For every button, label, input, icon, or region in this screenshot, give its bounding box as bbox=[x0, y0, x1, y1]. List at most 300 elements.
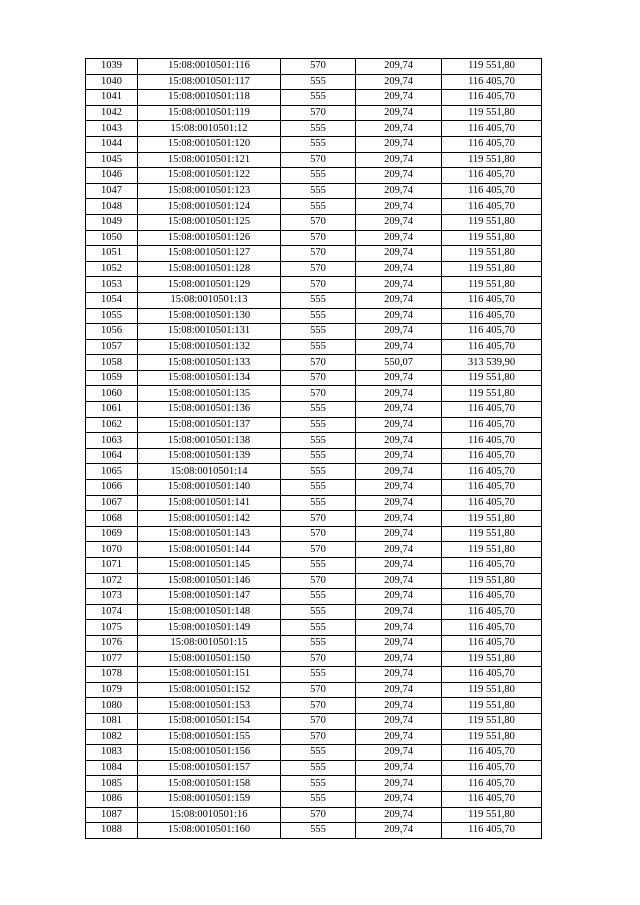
cadastral-number-cell: 15:08:0010501:137 bbox=[138, 417, 281, 433]
row-number-cell: 1062 bbox=[86, 417, 138, 433]
table-row bbox=[86, 776, 542, 792]
value-cell: 555 bbox=[281, 760, 356, 776]
cadastral-number-cell: 15:08:0010501:131 bbox=[138, 324, 281, 340]
amount-cell: 119 551,80 bbox=[442, 807, 542, 823]
table-row bbox=[86, 136, 542, 152]
value-cell: 570 bbox=[281, 370, 356, 386]
cadastral-number-cell: 15:08:0010501:153 bbox=[138, 698, 281, 714]
rate-cell: 209,74 bbox=[356, 183, 442, 199]
cadastral-number-cell: 15:08:0010501:128 bbox=[138, 261, 281, 277]
value-cell: 570 bbox=[281, 526, 356, 542]
value-cell: 570 bbox=[281, 152, 356, 168]
row-number-cell: 1068 bbox=[86, 511, 138, 527]
rate-cell: 209,74 bbox=[356, 511, 442, 527]
value-cell: 570 bbox=[281, 682, 356, 698]
amount-cell: 119 551,80 bbox=[442, 214, 542, 230]
row-number-cell: 1057 bbox=[86, 339, 138, 355]
cadastral-number-cell: 15:08:0010501:135 bbox=[138, 386, 281, 402]
amount-cell: 119 551,80 bbox=[442, 230, 542, 246]
value-cell: 555 bbox=[281, 448, 356, 464]
amount-cell: 119 551,80 bbox=[442, 152, 542, 168]
amount-cell: 119 551,80 bbox=[442, 651, 542, 667]
value-cell: 555 bbox=[281, 308, 356, 324]
table-row bbox=[86, 620, 542, 636]
cadastral-number-cell: 15:08:0010501:116 bbox=[138, 59, 281, 75]
amount-cell: 119 551,80 bbox=[442, 246, 542, 262]
value-cell: 555 bbox=[281, 433, 356, 449]
table-row bbox=[86, 183, 542, 199]
amount-cell: 116 405,70 bbox=[442, 760, 542, 776]
table-row bbox=[86, 823, 542, 839]
cadastral-number-cell: 15:08:0010501:146 bbox=[138, 573, 281, 589]
value-cell: 570 bbox=[281, 573, 356, 589]
rate-cell: 209,74 bbox=[356, 246, 442, 262]
row-number-cell: 1072 bbox=[86, 573, 138, 589]
value-cell: 555 bbox=[281, 745, 356, 761]
table-row bbox=[86, 90, 542, 106]
row-number-cell: 1082 bbox=[86, 729, 138, 745]
value-cell: 555 bbox=[281, 168, 356, 184]
row-number-cell: 1077 bbox=[86, 651, 138, 667]
cadastral-number-cell: 15:08:0010501:154 bbox=[138, 713, 281, 729]
cadastral-number-cell: 15:08:0010501:132 bbox=[138, 339, 281, 355]
table-row bbox=[86, 74, 542, 90]
row-number-cell: 1043 bbox=[86, 121, 138, 137]
amount-cell: 119 551,80 bbox=[442, 105, 542, 121]
amount-cell: 116 405,70 bbox=[442, 433, 542, 449]
table-row bbox=[86, 589, 542, 605]
cadastral-number-cell: 15:08:0010501:155 bbox=[138, 729, 281, 745]
rate-cell: 209,74 bbox=[356, 682, 442, 698]
rate-cell: 209,74 bbox=[356, 823, 442, 839]
rate-cell: 209,74 bbox=[356, 417, 442, 433]
table-row bbox=[86, 417, 542, 433]
cadastral-number-cell: 15:08:0010501:136 bbox=[138, 402, 281, 418]
rate-cell: 209,74 bbox=[356, 589, 442, 605]
cadastral-number-cell: 15:08:0010501:141 bbox=[138, 495, 281, 511]
table-row bbox=[86, 651, 542, 667]
amount-cell: 116 405,70 bbox=[442, 558, 542, 574]
row-number-cell: 1050 bbox=[86, 230, 138, 246]
cadastral-number-cell: 15:08:0010501:124 bbox=[138, 199, 281, 215]
row-number-cell: 1076 bbox=[86, 635, 138, 651]
rate-cell: 209,74 bbox=[356, 448, 442, 464]
value-cell: 555 bbox=[281, 136, 356, 152]
table-row bbox=[86, 355, 542, 371]
amount-cell: 116 405,70 bbox=[442, 791, 542, 807]
row-number-cell: 1047 bbox=[86, 183, 138, 199]
rate-cell: 209,74 bbox=[356, 230, 442, 246]
row-number-cell: 1080 bbox=[86, 698, 138, 714]
cadastral-number-cell: 15:08:0010501:150 bbox=[138, 651, 281, 667]
table-row bbox=[86, 168, 542, 184]
value-cell: 555 bbox=[281, 558, 356, 574]
amount-cell: 116 405,70 bbox=[442, 199, 542, 215]
rate-cell: 209,74 bbox=[356, 573, 442, 589]
value-cell: 555 bbox=[281, 480, 356, 496]
table-row bbox=[86, 698, 542, 714]
cadastral-number-cell: 15:08:0010501:149 bbox=[138, 620, 281, 636]
amount-cell: 116 405,70 bbox=[442, 168, 542, 184]
cadastral-number-cell: 15:08:0010501:117 bbox=[138, 74, 281, 90]
rate-cell: 209,74 bbox=[356, 729, 442, 745]
table-row bbox=[86, 246, 542, 262]
rate-cell: 209,74 bbox=[356, 667, 442, 683]
table-row bbox=[86, 199, 542, 215]
amount-cell: 116 405,70 bbox=[442, 620, 542, 636]
value-cell: 555 bbox=[281, 620, 356, 636]
cadastral-number-cell: 15:08:0010501:126 bbox=[138, 230, 281, 246]
row-number-cell: 1066 bbox=[86, 480, 138, 496]
row-number-cell: 1060 bbox=[86, 386, 138, 402]
rate-cell: 209,74 bbox=[356, 558, 442, 574]
table-row bbox=[86, 59, 542, 75]
cadastral-number-cell: 15:08:0010501:130 bbox=[138, 308, 281, 324]
value-cell: 570 bbox=[281, 729, 356, 745]
row-number-cell: 1039 bbox=[86, 59, 138, 75]
value-cell: 555 bbox=[281, 823, 356, 839]
value-cell: 570 bbox=[281, 386, 356, 402]
rate-cell: 209,74 bbox=[356, 386, 442, 402]
table-row bbox=[86, 464, 542, 480]
rate-cell: 209,74 bbox=[356, 776, 442, 792]
row-number-cell: 1070 bbox=[86, 542, 138, 558]
table-body bbox=[86, 59, 542, 839]
rate-cell: 209,74 bbox=[356, 339, 442, 355]
cadastral-number-cell: 15:08:0010501:147 bbox=[138, 589, 281, 605]
cadastral-number-cell: 15:08:0010501:157 bbox=[138, 760, 281, 776]
amount-cell: 119 551,80 bbox=[442, 573, 542, 589]
amount-cell: 119 551,80 bbox=[442, 526, 542, 542]
row-number-cell: 1088 bbox=[86, 823, 138, 839]
table-row bbox=[86, 386, 542, 402]
cadastral-number-cell: 15:08:0010501:159 bbox=[138, 791, 281, 807]
rate-cell: 209,74 bbox=[356, 168, 442, 184]
amount-cell: 116 405,70 bbox=[442, 292, 542, 308]
amount-cell: 116 405,70 bbox=[442, 121, 542, 137]
table-row bbox=[86, 152, 542, 168]
row-number-cell: 1055 bbox=[86, 308, 138, 324]
cadastral-number-cell: 15:08:0010501:152 bbox=[138, 682, 281, 698]
value-cell: 555 bbox=[281, 74, 356, 90]
table-row bbox=[86, 339, 542, 355]
row-number-cell: 1075 bbox=[86, 620, 138, 636]
table-row bbox=[86, 635, 542, 651]
amount-cell: 116 405,70 bbox=[442, 480, 542, 496]
value-cell: 555 bbox=[281, 292, 356, 308]
amount-cell: 116 405,70 bbox=[442, 136, 542, 152]
row-number-cell: 1083 bbox=[86, 745, 138, 761]
amount-cell: 116 405,70 bbox=[442, 823, 542, 839]
amount-cell: 116 405,70 bbox=[442, 308, 542, 324]
table-row bbox=[86, 324, 542, 340]
table-row bbox=[86, 667, 542, 683]
rate-cell: 209,74 bbox=[356, 199, 442, 215]
rate-cell: 209,74 bbox=[356, 59, 442, 75]
value-cell: 570 bbox=[281, 246, 356, 262]
value-cell: 555 bbox=[281, 604, 356, 620]
value-cell: 570 bbox=[281, 542, 356, 558]
cadastral-number-cell: 15:08:0010501:144 bbox=[138, 542, 281, 558]
row-number-cell: 1086 bbox=[86, 791, 138, 807]
value-cell: 555 bbox=[281, 183, 356, 199]
rate-cell: 209,74 bbox=[356, 760, 442, 776]
cadastral-number-cell: 15:08:0010501:127 bbox=[138, 246, 281, 262]
table-row bbox=[86, 526, 542, 542]
value-cell: 555 bbox=[281, 791, 356, 807]
row-number-cell: 1079 bbox=[86, 682, 138, 698]
rate-cell: 209,74 bbox=[356, 791, 442, 807]
cadastral-number-cell: 15:08:0010501:119 bbox=[138, 105, 281, 121]
row-number-cell: 1073 bbox=[86, 589, 138, 605]
value-cell: 555 bbox=[281, 324, 356, 340]
amount-cell: 116 405,70 bbox=[442, 183, 542, 199]
amount-cell: 116 405,70 bbox=[442, 776, 542, 792]
table-row bbox=[86, 433, 542, 449]
amount-cell: 116 405,70 bbox=[442, 90, 542, 106]
value-cell: 555 bbox=[281, 90, 356, 106]
table-row bbox=[86, 448, 542, 464]
rate-cell: 209,74 bbox=[356, 105, 442, 121]
value-cell: 570 bbox=[281, 261, 356, 277]
table-row bbox=[86, 713, 542, 729]
table-row bbox=[86, 261, 542, 277]
row-number-cell: 1067 bbox=[86, 495, 138, 511]
amount-cell: 116 405,70 bbox=[442, 464, 542, 480]
value-cell: 570 bbox=[281, 713, 356, 729]
table-row bbox=[86, 807, 542, 823]
value-cell: 570 bbox=[281, 277, 356, 293]
rate-cell: 209,74 bbox=[356, 402, 442, 418]
table-row bbox=[86, 542, 542, 558]
cadastral-number-cell: 15:08:0010501:158 bbox=[138, 776, 281, 792]
amount-cell: 116 405,70 bbox=[442, 745, 542, 761]
table-row bbox=[86, 495, 542, 511]
rate-cell: 209,74 bbox=[356, 324, 442, 340]
row-number-cell: 1081 bbox=[86, 713, 138, 729]
amount-cell: 116 405,70 bbox=[442, 324, 542, 340]
table-row bbox=[86, 121, 542, 137]
row-number-cell: 1042 bbox=[86, 105, 138, 121]
amount-cell: 119 551,80 bbox=[442, 729, 542, 745]
row-number-cell: 1085 bbox=[86, 776, 138, 792]
amount-cell: 119 551,80 bbox=[442, 713, 542, 729]
value-cell: 570 bbox=[281, 105, 356, 121]
cadastral-number-cell: 15:08:0010501:121 bbox=[138, 152, 281, 168]
cadastral-number-cell: 15:08:0010501:151 bbox=[138, 667, 281, 683]
cadastral-number-cell: 15:08:0010501:156 bbox=[138, 745, 281, 761]
cadastral-number-cell: 15:08:0010501:13 bbox=[138, 292, 281, 308]
cadastral-number-cell: 15:08:0010501:125 bbox=[138, 214, 281, 230]
row-number-cell: 1061 bbox=[86, 402, 138, 418]
cadastral-number-cell: 15:08:0010501:133 bbox=[138, 355, 281, 371]
amount-cell: 116 405,70 bbox=[442, 495, 542, 511]
value-cell: 570 bbox=[281, 59, 356, 75]
row-number-cell: 1041 bbox=[86, 90, 138, 106]
value-cell: 570 bbox=[281, 214, 356, 230]
table-row bbox=[86, 745, 542, 761]
rate-cell: 209,74 bbox=[356, 620, 442, 636]
rate-cell: 209,74 bbox=[356, 261, 442, 277]
cadastral-number-cell: 15:08:0010501:143 bbox=[138, 526, 281, 542]
table-row bbox=[86, 277, 542, 293]
amount-cell: 119 551,80 bbox=[442, 682, 542, 698]
rate-cell: 209,74 bbox=[356, 370, 442, 386]
rate-cell: 209,74 bbox=[356, 698, 442, 714]
cadastral-number-cell: 15:08:0010501:122 bbox=[138, 168, 281, 184]
rate-cell: 209,74 bbox=[356, 807, 442, 823]
amount-cell: 119 551,80 bbox=[442, 59, 542, 75]
row-number-cell: 1074 bbox=[86, 604, 138, 620]
value-cell: 555 bbox=[281, 339, 356, 355]
row-number-cell: 1056 bbox=[86, 324, 138, 340]
value-cell: 555 bbox=[281, 121, 356, 137]
table-row bbox=[86, 791, 542, 807]
cadastral-number-cell: 15:08:0010501:12 bbox=[138, 121, 281, 137]
rate-cell: 209,74 bbox=[356, 713, 442, 729]
cadastral-number-cell: 15:08:0010501:145 bbox=[138, 558, 281, 574]
table-row bbox=[86, 480, 542, 496]
table-row bbox=[86, 573, 542, 589]
rate-cell: 209,74 bbox=[356, 214, 442, 230]
row-number-cell: 1064 bbox=[86, 448, 138, 464]
value-cell: 555 bbox=[281, 495, 356, 511]
row-number-cell: 1059 bbox=[86, 370, 138, 386]
cadastral-number-cell: 15:08:0010501:142 bbox=[138, 511, 281, 527]
row-number-cell: 1048 bbox=[86, 199, 138, 215]
amount-cell: 116 405,70 bbox=[442, 402, 542, 418]
value-cell: 570 bbox=[281, 230, 356, 246]
amount-cell: 116 405,70 bbox=[442, 604, 542, 620]
row-number-cell: 1078 bbox=[86, 667, 138, 683]
amount-cell: 116 405,70 bbox=[442, 74, 542, 90]
cadastral-number-cell: 15:08:0010501:123 bbox=[138, 183, 281, 199]
amount-cell: 116 405,70 bbox=[442, 417, 542, 433]
cadastral-number-cell: 15:08:0010501:16 bbox=[138, 807, 281, 823]
row-number-cell: 1054 bbox=[86, 292, 138, 308]
rate-cell: 209,74 bbox=[356, 433, 442, 449]
rate-cell: 209,74 bbox=[356, 604, 442, 620]
rate-cell: 209,74 bbox=[356, 526, 442, 542]
rate-cell: 209,74 bbox=[356, 90, 442, 106]
table-row bbox=[86, 604, 542, 620]
value-cell: 570 bbox=[281, 651, 356, 667]
amount-cell: 119 551,80 bbox=[442, 698, 542, 714]
row-number-cell: 1069 bbox=[86, 526, 138, 542]
rate-cell: 209,74 bbox=[356, 152, 442, 168]
value-cell: 555 bbox=[281, 199, 356, 215]
amount-cell: 119 551,80 bbox=[442, 261, 542, 277]
value-cell: 555 bbox=[281, 417, 356, 433]
cadastral-number-cell: 15:08:0010501:140 bbox=[138, 480, 281, 496]
value-cell: 555 bbox=[281, 667, 356, 683]
rate-cell: 209,74 bbox=[356, 308, 442, 324]
table-row bbox=[86, 682, 542, 698]
cadastral-number-cell: 15:08:0010501:15 bbox=[138, 635, 281, 651]
rate-cell: 209,74 bbox=[356, 292, 442, 308]
row-number-cell: 1065 bbox=[86, 464, 138, 480]
rate-cell: 209,74 bbox=[356, 121, 442, 137]
table-row bbox=[86, 402, 542, 418]
amount-cell: 116 405,70 bbox=[442, 635, 542, 651]
row-number-cell: 1045 bbox=[86, 152, 138, 168]
value-cell: 555 bbox=[281, 776, 356, 792]
row-number-cell: 1052 bbox=[86, 261, 138, 277]
cadastral-number-cell: 15:08:0010501:139 bbox=[138, 448, 281, 464]
amount-cell: 119 551,80 bbox=[442, 277, 542, 293]
amount-cell: 116 405,70 bbox=[442, 589, 542, 605]
row-number-cell: 1051 bbox=[86, 246, 138, 262]
rate-cell: 209,74 bbox=[356, 74, 442, 90]
amount-cell: 119 551,80 bbox=[442, 511, 542, 527]
cadastral-number-cell: 15:08:0010501:138 bbox=[138, 433, 281, 449]
table-row bbox=[86, 511, 542, 527]
table-row bbox=[86, 558, 542, 574]
table-row bbox=[86, 370, 542, 386]
amount-cell: 119 551,80 bbox=[442, 542, 542, 558]
cadastral-number-cell: 15:08:0010501:160 bbox=[138, 823, 281, 839]
amount-cell: 116 405,70 bbox=[442, 339, 542, 355]
rate-cell: 550,07 bbox=[356, 355, 442, 371]
row-number-cell: 1087 bbox=[86, 807, 138, 823]
amount-cell: 116 405,70 bbox=[442, 448, 542, 464]
cadastral-number-cell: 15:08:0010501:14 bbox=[138, 464, 281, 480]
amount-cell: 313 539,90 bbox=[442, 355, 542, 371]
cadastral-number-cell: 15:08:0010501:129 bbox=[138, 277, 281, 293]
rate-cell: 209,74 bbox=[356, 136, 442, 152]
rate-cell: 209,74 bbox=[356, 635, 442, 651]
row-number-cell: 1058 bbox=[86, 355, 138, 371]
value-cell: 570 bbox=[281, 355, 356, 371]
table-row bbox=[86, 230, 542, 246]
value-cell: 555 bbox=[281, 635, 356, 651]
cadastral-number-cell: 15:08:0010501:134 bbox=[138, 370, 281, 386]
value-cell: 555 bbox=[281, 464, 356, 480]
table-row bbox=[86, 105, 542, 121]
cadastral-number-cell: 15:08:0010501:120 bbox=[138, 136, 281, 152]
value-cell: 570 bbox=[281, 698, 356, 714]
rate-cell: 209,74 bbox=[356, 277, 442, 293]
table-row bbox=[86, 729, 542, 745]
row-number-cell: 1044 bbox=[86, 136, 138, 152]
table-row bbox=[86, 292, 542, 308]
amount-cell: 119 551,80 bbox=[442, 370, 542, 386]
table-row bbox=[86, 214, 542, 230]
value-cell: 555 bbox=[281, 402, 356, 418]
row-number-cell: 1071 bbox=[86, 558, 138, 574]
rate-cell: 209,74 bbox=[356, 480, 442, 496]
value-cell: 570 bbox=[281, 807, 356, 823]
amount-cell: 116 405,70 bbox=[442, 667, 542, 683]
rate-cell: 209,74 bbox=[356, 651, 442, 667]
table-row bbox=[86, 308, 542, 324]
table-row bbox=[86, 760, 542, 776]
row-number-cell: 1049 bbox=[86, 214, 138, 230]
row-number-cell: 1046 bbox=[86, 168, 138, 184]
cadastral-number-cell: 15:08:0010501:148 bbox=[138, 604, 281, 620]
cadastral-number-cell: 15:08:0010501:118 bbox=[138, 90, 281, 106]
rate-cell: 209,74 bbox=[356, 464, 442, 480]
value-cell: 570 bbox=[281, 511, 356, 527]
value-cell: 555 bbox=[281, 589, 356, 605]
row-number-cell: 1053 bbox=[86, 277, 138, 293]
rate-cell: 209,74 bbox=[356, 542, 442, 558]
amount-cell: 119 551,80 bbox=[442, 386, 542, 402]
cadastral-table bbox=[85, 58, 542, 839]
rate-cell: 209,74 bbox=[356, 745, 442, 761]
rate-cell: 209,74 bbox=[356, 495, 442, 511]
row-number-cell: 1040 bbox=[86, 74, 138, 90]
